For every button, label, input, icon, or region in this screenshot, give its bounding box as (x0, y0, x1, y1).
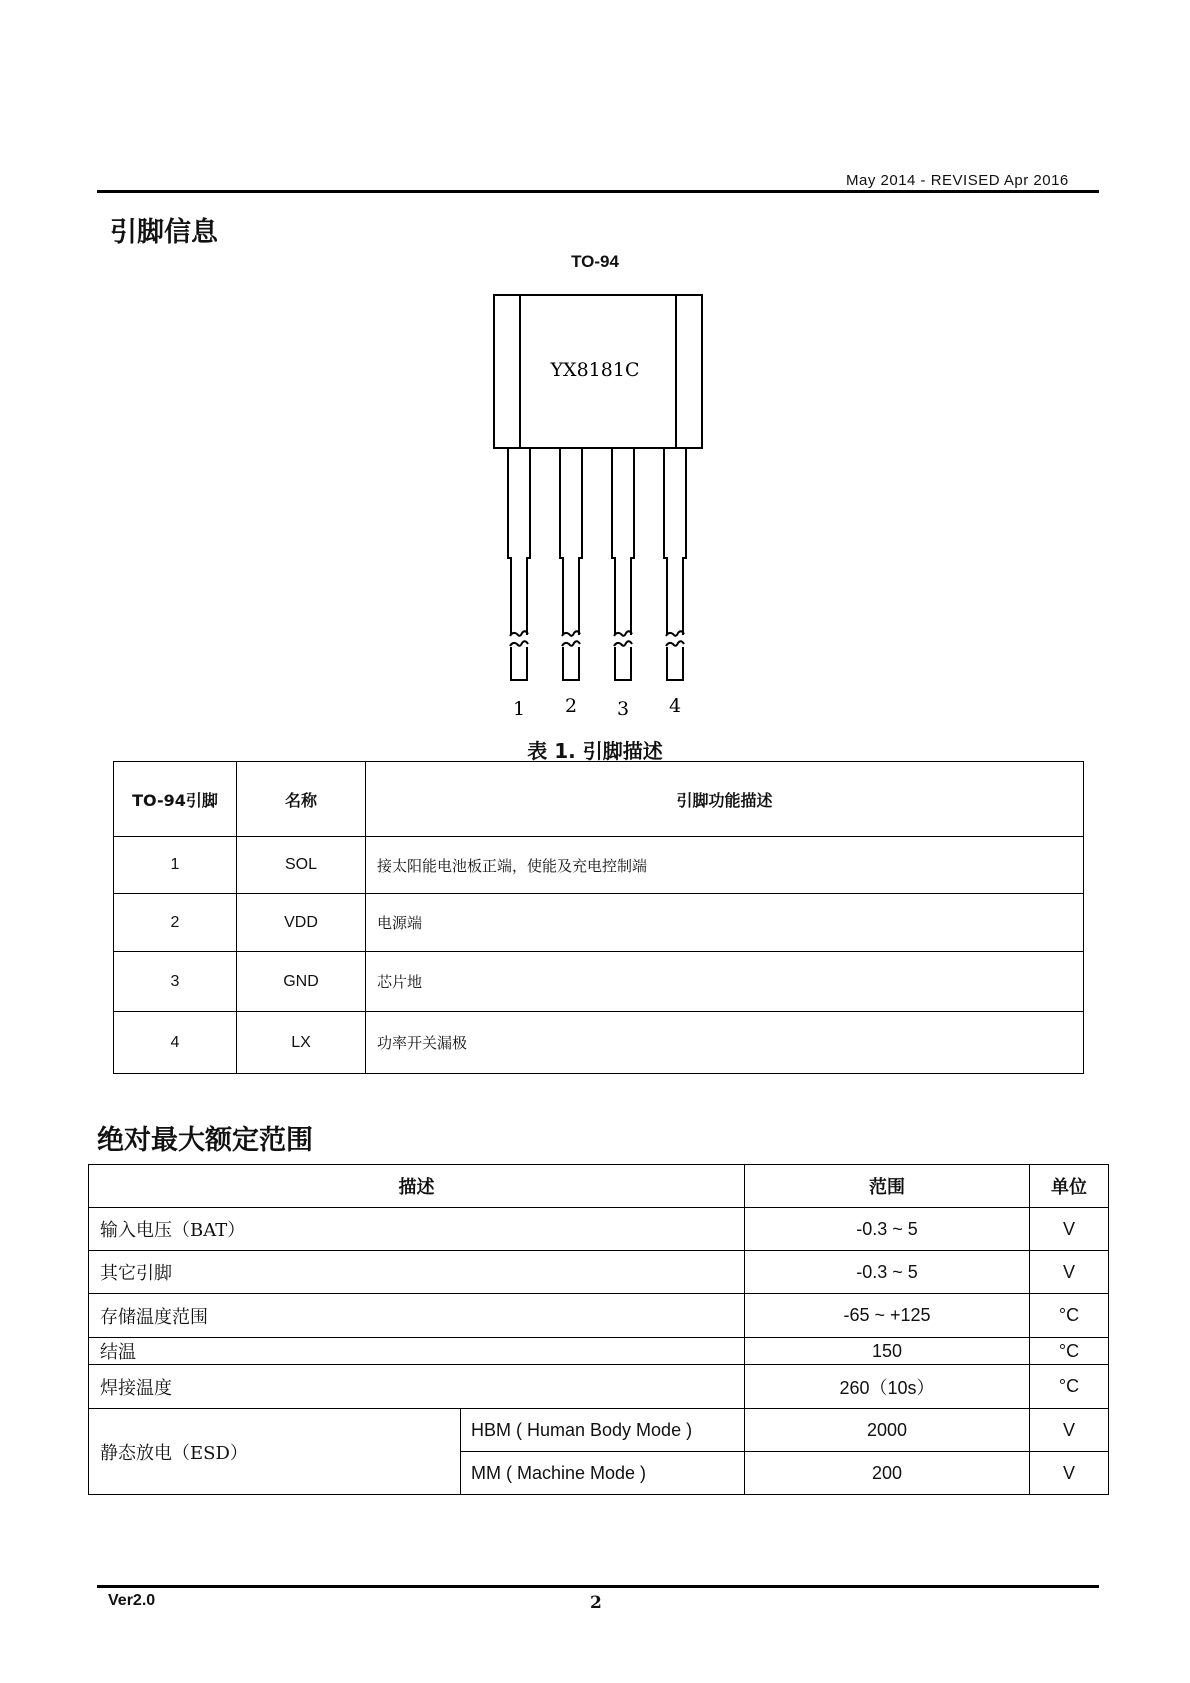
rating-desc: 其它引脚 (89, 1251, 745, 1294)
lead-4 (664, 448, 686, 680)
pin-number: 1 (114, 837, 237, 894)
pin-name: GND (237, 952, 366, 1012)
table-header-row (114, 762, 1084, 837)
pin-function: 功率开关漏极 (366, 1012, 1084, 1074)
header-range: 范围 (745, 1165, 1030, 1208)
lead-2 (560, 448, 582, 680)
section-title-pin-info: 引脚信息 (110, 217, 218, 248)
section-title-abs-max: 绝对最大额定范围 (97, 1125, 313, 1156)
rating-unit: V (1030, 1409, 1109, 1452)
pin-name: SOL (237, 837, 366, 894)
pin-number: 3 (114, 952, 237, 1012)
absolute-max-ratings-table (88, 1164, 1109, 1495)
esd-mode: MM ( Machine Mode ) (461, 1452, 745, 1495)
lead-1 (508, 448, 530, 680)
pin-function: 芯片地 (366, 952, 1084, 1012)
rating-unit: V (1030, 1251, 1109, 1294)
table-row (114, 894, 1084, 952)
pin-name: LX (237, 1012, 366, 1074)
table-row (89, 1251, 1109, 1294)
pin-number-4: 4 (668, 695, 682, 717)
esd-desc: 静态放电（ESD） (89, 1409, 461, 1495)
rating-desc: 结温 (89, 1338, 745, 1365)
table-row (89, 1365, 1109, 1409)
table-row (89, 1338, 1109, 1365)
rating-unit: V (1030, 1452, 1109, 1495)
header-pin: TO-94引脚 (114, 762, 237, 837)
package-label: TO-94 (571, 252, 619, 271)
rating-range: 2000 (745, 1409, 1030, 1452)
table-row (114, 1012, 1084, 1074)
header-rule (97, 190, 1099, 193)
rating-unit: V (1030, 1208, 1109, 1251)
rating-range: -65 ~ +125 (745, 1294, 1030, 1338)
footer-page-number: 2 (590, 1593, 602, 1613)
rating-desc: 输入电压（BAT） (89, 1208, 745, 1251)
footer-rule (97, 1585, 1099, 1588)
to94-package-diagram (480, 285, 720, 730)
table-row (89, 1294, 1109, 1338)
table-header-row (89, 1165, 1109, 1208)
rating-range: 150 (745, 1338, 1030, 1365)
table-row (89, 1409, 1109, 1452)
pin-number-1: 1 (512, 698, 526, 720)
pin-number: 4 (114, 1012, 237, 1074)
rating-range: 200 (745, 1452, 1030, 1495)
rating-unit: °C (1030, 1338, 1109, 1365)
table1-caption: 表 1. 引脚描述 (527, 739, 663, 763)
pin-description-table (113, 761, 1084, 1074)
rating-range: -0.3 ~ 5 (745, 1208, 1030, 1251)
rating-desc: 焊接温度 (89, 1365, 745, 1409)
rating-desc: 存储温度范围 (89, 1294, 745, 1338)
table-row (114, 837, 1084, 894)
rating-unit: °C (1030, 1365, 1109, 1409)
pin-function: 接太阳能电池板正端，使能及充电控制端 (366, 837, 1084, 894)
header-function: 引脚功能描述 (366, 762, 1084, 837)
chip-marking: YX8181C (550, 359, 640, 381)
esd-mode: HBM ( Human Body Mode ) (461, 1409, 745, 1452)
header-unit: 单位 (1030, 1165, 1109, 1208)
header-description: 描述 (89, 1165, 745, 1208)
lead-3 (612, 448, 634, 680)
pin-number-2: 2 (564, 695, 578, 717)
rating-range: 260（10s） (745, 1365, 1030, 1409)
pin-function: 电源端 (366, 894, 1084, 952)
rating-unit: °C (1030, 1294, 1109, 1338)
footer-version: Ver2.0 (108, 1592, 156, 1609)
header-name: 名称 (237, 762, 366, 837)
table-row (114, 952, 1084, 1012)
rating-range: -0.3 ~ 5 (745, 1251, 1030, 1294)
pin-number: 2 (114, 894, 237, 952)
pin-name: VDD (237, 894, 366, 952)
table-row (89, 1208, 1109, 1251)
header-date: May 2014 - REVISED Apr 2016 (846, 172, 1069, 189)
pin-number-3: 3 (616, 698, 630, 720)
